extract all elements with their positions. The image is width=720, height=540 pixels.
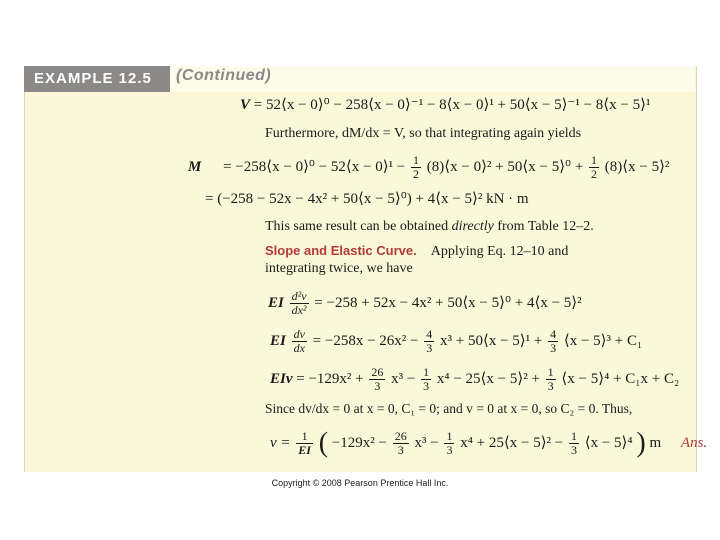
- one-third-fraction-1: $\frac{1}{3}$: [423, 365, 430, 393]
- shear-expression: = 52⟨x − 0⟩⁰ − 258⟨x − 0⟩⁻¹ − 8⟨x − 0⟩¹ + 50⟨x − 5⟩⁻¹ − 8⟨x − 5⟩¹: [253, 97, 651, 113]
- answer-label: Ans.: [680, 434, 708, 451]
- d2v-dx2-fraction: $\frac{\text{d²v}}{\text{dx²}}$: [291, 289, 307, 317]
- boundary-condition-text: Since dv/dx = 0 at x = 0, C₁ = 0; and v = 0 at x = 0, so C₂ = 0. Thus,: [265, 401, 633, 416]
- twenty-six-thirds-fraction-2: $\frac{26}{3}$: [394, 429, 407, 457]
- one-third-fraction-2: $\frac{1}{3}$: [547, 365, 554, 393]
- dv-dx-fraction: $\frac{dv}{dx}$: [293, 327, 305, 355]
- one-third-fraction-4: $\frac{1}{3}$: [571, 429, 577, 457]
- continued-label: (Continued): [176, 67, 272, 84]
- one-third-fraction-3: $\frac{1}{3}$: [446, 429, 453, 457]
- half-fraction-1: $\frac{1}{2}$: [413, 153, 420, 181]
- applying-text: Applying Eq. 12–10 and: [430, 244, 569, 259]
- half-fraction-2: $\frac{1}{2}$: [591, 153, 598, 181]
- ei-deflection-equation: EIv = −129x² + $\frac{26}{3}$ x³ − $\frac{1}{3}$ x⁴ − 25⟨x − 5⟩² + $\frac{1}{3}$ ⟨x − 5⟩⁴ + C₁x + C₂: [270, 365, 680, 393]
- shear-symbol: V: [240, 97, 251, 113]
- ei-slope-equation: EI $\frac{dv}{dx}$ = −258x − 26x² − $\frac{4}{3}$ x³ + 50⟨x − 5⟩¹ + $\frac{4}{3}$ ⟨x − 5⟩³ + C₁: [270, 327, 643, 355]
- four-thirds-fraction-2: $\frac{4}{3}$: [550, 327, 557, 355]
- moment-symbol: M: [188, 158, 202, 175]
- one-over-ei-fraction: $\frac{1}{EI}$: [298, 429, 311, 457]
- four-thirds-fraction-1: $\frac{4}{3}$: [426, 327, 433, 355]
- twenty-six-thirds-fraction: $\frac{26}{3}$: [371, 365, 384, 393]
- shear-equation: [240, 96, 650, 114]
- slope-elastic-curve-label: Slope and Elastic Curve.: [265, 243, 417, 258]
- slope-section: [265, 242, 568, 261]
- moment-equation-line-2: = (−258 − 52x − 4x² + 50⟨x − 5⟩⁰) + 4⟨x − 5⟩² kN · m: [205, 191, 529, 207]
- furthermore-text: Furthermore, dM/dx = V, so that integrating again yields: [265, 126, 582, 141]
- table-reference-text: This same result can be obtained directly from Table 12–2.: [265, 219, 594, 234]
- deflection-result-equation: v = $\frac{1}{EI}$ ( −129x² − $\frac{26}{3}$ x³ − $\frac{1}{3}$ x⁴ + 25⟨x − 5⟩² − $\frac{1}{3}$ ⟨x − 5⟩⁴ ) m Ans.: [270, 427, 708, 459]
- moment-expression-c: (8)⟨x − 5⟩²: [604, 158, 670, 175]
- unit-meter: m: [649, 434, 662, 451]
- example-label: EXAMPLE 12.5: [24, 66, 170, 92]
- copyright-footer: Copyright © 2008 Pearson Prentice Hall Inc.: [271, 478, 449, 488]
- moment-expression-b: (8)⟨x − 0⟩² + 50⟨x − 5⟩⁰ +: [426, 158, 584, 175]
- moment-equation-line-1: [188, 154, 669, 181]
- moment-expression-a: = −258⟨x − 0⟩⁰ − 52⟨x − 0⟩¹ −: [223, 158, 406, 175]
- integrating-text: integrating twice, we have: [265, 261, 413, 276]
- ei-second-derivative-equation: EI $\frac{\text{d²v}}{\text{dx²}}$ = −258 + 52x − 4x² + 50⟨x − 5⟩⁰ + 4⟨x − 5⟩²: [268, 289, 582, 317]
